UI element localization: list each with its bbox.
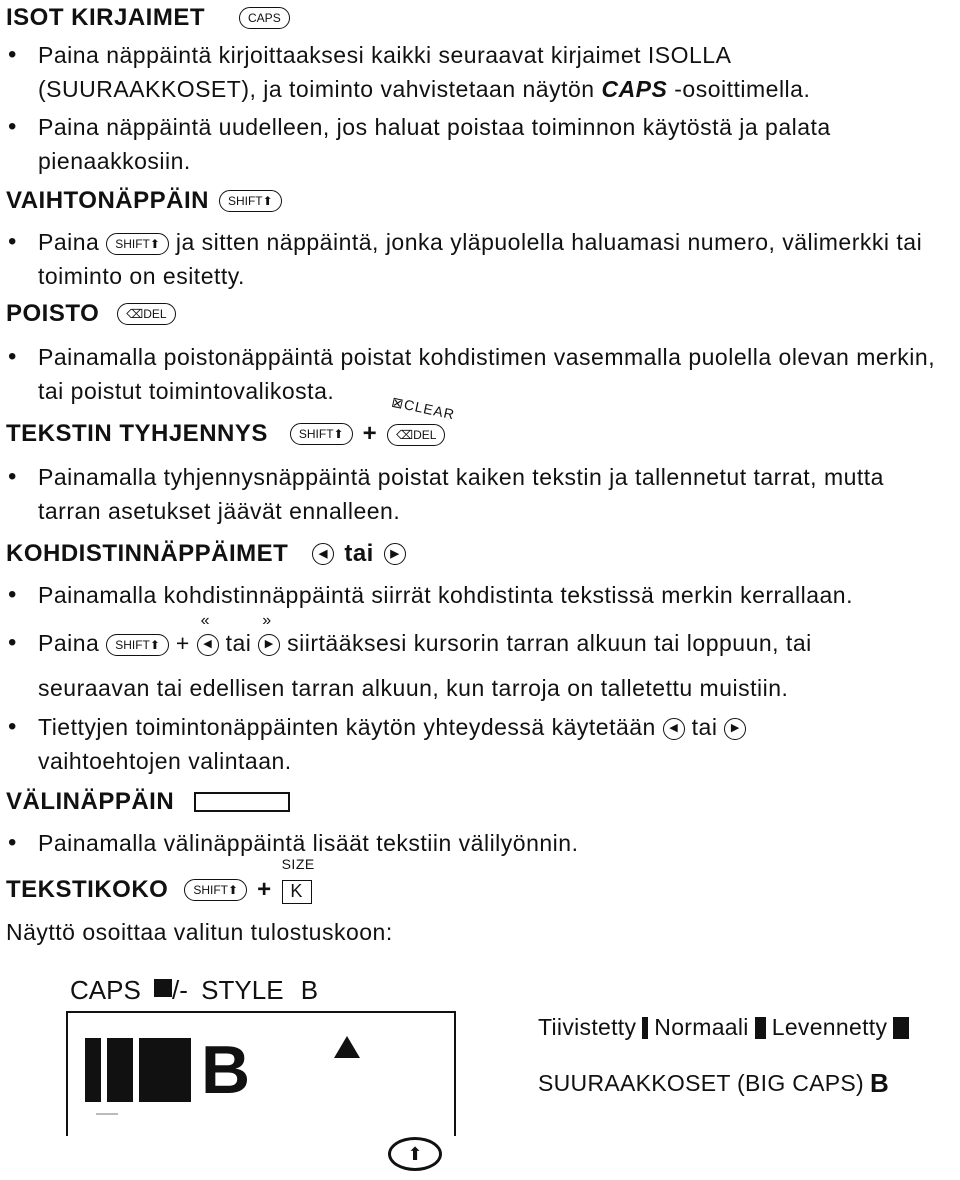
end-key-group [258, 612, 280, 660]
backspace-icon: ⌫ [396, 427, 414, 442]
shift-bullet-paina: Paina [38, 229, 100, 255]
cursor-b3-text-2: vaihtoehtojen valintaan. [38, 748, 292, 774]
shift-arrow-icon: ⬆ [333, 427, 344, 441]
shift-indicator-icon: ⬆ [388, 1137, 442, 1171]
lcd-size-indicators [85, 1032, 251, 1108]
cursor-b2-tai: tai [225, 630, 252, 656]
plus-sign: + [257, 876, 272, 903]
legend-expanded-mark [893, 1017, 909, 1039]
left-arrow-icon: ◀ [663, 718, 685, 740]
k-key: K [282, 880, 312, 904]
shift-key-inline [106, 233, 169, 255]
shift-heading [6, 187, 282, 215]
shift-arrow-icon: ⬆ [149, 236, 160, 251]
legend-condensed-mark [642, 1017, 648, 1039]
lcd-wide-bar [139, 1038, 191, 1102]
shift-key-label: SHIFT [298, 427, 334, 441]
shift-bullet-rest: ja sitten näppäintä, jonka yläpuolella haluamasi numero, välimerkki tai toiminto on esitetty. [38, 229, 923, 289]
caps-title: ISOT KIRJAIMET [6, 4, 206, 31]
clear-label-text: CLEAR [402, 396, 457, 423]
shift-key [184, 879, 247, 901]
caps-bullet-1 [38, 38, 953, 106]
space-title: VÄLINÄPPÄIN [6, 788, 175, 815]
double-right-icon: » [262, 612, 272, 629]
shift-bullet-1 [38, 225, 953, 293]
delete-key-label: DEL [413, 427, 437, 442]
lcd-big-caps-b: B [201, 1032, 251, 1108]
caps-key: CAPS [239, 7, 290, 29]
delete-heading [6, 300, 176, 328]
clear-title: TEKSTIN TYHJENNYS [6, 420, 268, 447]
size-heading [6, 856, 315, 904]
right-arrow-icon: ▶ [384, 543, 406, 565]
shift-key-inline-label: SHIFT [115, 637, 150, 652]
cursor-tai: tai [344, 540, 374, 567]
delete-bullet-1: • Painamalla poistonäppäintä poistat kohdistimen vasemmalla puolella olevan merkin, tai poistut toimintovalikosta. [38, 340, 953, 408]
lcd-style-value: B [300, 975, 319, 1005]
shift-key-label: SHIFT [193, 883, 229, 897]
delete-title: POISTO [6, 300, 100, 327]
shift-key [219, 190, 282, 212]
lcd-up-triangle-icon [334, 1036, 360, 1058]
cursor-b2-plus: + [175, 630, 190, 656]
cursor-bullet-1: • Painamalla kohdistinnäppäintä siirrät kohdistinta tekstissä merkin kerrallaan. [38, 578, 953, 612]
shift-key [290, 423, 353, 445]
size-intro: Näyttö osoittaa valitun tulostuskoon: [6, 919, 393, 945]
lcd-caps-indicator: CAPS [70, 975, 141, 1005]
cursor-bullet-2 [38, 612, 953, 660]
delete-key [387, 424, 445, 446]
legend-normal-mark [755, 1017, 766, 1039]
lcd-style-label: STYLE [201, 975, 284, 1005]
size-title: TEKSTIKOKO [6, 876, 169, 903]
caps-bullet-1-text: Paina näppäintä kirjoittaaksesi kaikki seuraavat kirjaimet ISOLLA (SUURAAKKOSET), ja toiminto vahvistetaan näytön [38, 42, 731, 102]
cursor-b3-text: Tiettyjen toimintonäppäinten käytön yhteydessä käytetään [38, 714, 656, 740]
shift-key-inline [106, 634, 169, 656]
lcd-indicator-row [70, 975, 318, 1006]
space-key [194, 792, 290, 812]
caps-heading [6, 4, 290, 32]
delete-key [117, 303, 175, 325]
legend-condensed: Tiivistetty [538, 1014, 637, 1040]
size-legend-line-1 [538, 1014, 909, 1041]
clear-box-icon: ⊠ [390, 393, 407, 412]
clear-heading [6, 393, 457, 448]
right-arrow-icon: ▶ [724, 718, 746, 740]
clear-bullet-1: • Painamalla tyhjennysnäppäintä poistat kaiken tekstin ja tallennetut tarrat, mutta tarran asetukset jäävät ennalleen. [38, 460, 953, 528]
shift-arrow-icon: ⬆ [228, 883, 239, 897]
clear-key-group [387, 393, 457, 448]
caps-bullet-2: • Paina näppäintä uudelleen, jos haluat poistaa toiminnon käytöstä ja palata pienaakkosiin. [38, 110, 953, 178]
cursor-bullet-2-line2: seuraavan tai edellisen tarran alkuun, kun tarroja on talletettu muistiin. [38, 675, 789, 701]
cursor-title: KOHDISTINNÄPPÄIMET [6, 540, 289, 567]
legend-expanded: Levennetty [771, 1014, 888, 1040]
right-arrow-icon: ▶ [258, 634, 280, 656]
backspace-icon: ⌫ [126, 307, 144, 321]
size-key-group [281, 856, 315, 904]
shift-key-label: SHIFT [227, 194, 263, 208]
size-label: SIZE [281, 856, 315, 872]
shift-title: VAIHTONÄPPÄIN [6, 187, 209, 214]
home-key-group [197, 612, 219, 660]
lcd-narrow-bar [85, 1038, 101, 1102]
double-left-icon: « [200, 612, 211, 629]
plus-sign: + [362, 420, 378, 447]
caps-indicator-text: CAPS [601, 76, 668, 102]
space-heading [6, 788, 290, 816]
cursor-b2-paina: Paina [38, 630, 100, 656]
legend-big-caps-b: B [870, 1068, 890, 1098]
left-arrow-icon: ◀ [312, 543, 334, 565]
legend-normal: Normaali [654, 1014, 749, 1040]
cursor-bullet-3 [38, 710, 953, 778]
lcd-normal-bar [107, 1038, 133, 1102]
shift-key-inline-label: SHIFT [115, 236, 150, 251]
left-arrow-icon: ◀ [197, 634, 219, 656]
size-legend-line-2 [538, 1068, 889, 1099]
cursor-b3-tai: tai [691, 714, 718, 740]
delete-key-label: DEL [143, 307, 167, 321]
shift-arrow-icon: ⬆ [262, 194, 273, 208]
shift-arrow-icon: ⬆ [149, 637, 160, 652]
caps-bullet-1-end: -osoittimella. [667, 76, 811, 102]
cursor-b2-rest: siirtääksesi kursorin tarran alkuun tai loppuun, tai [287, 630, 812, 656]
lcd-slash-dash-icon: /- [172, 975, 188, 1005]
lcd-cursor-line [96, 1113, 118, 1115]
lcd-square-icon [154, 979, 172, 997]
legend-big-caps: SUURAAKKOSET (BIG CAPS) [538, 1070, 864, 1096]
space-bullet-1: • Painamalla välinäppäintä lisäät tekstiin välilyönnin. [38, 826, 953, 860]
cursor-heading [6, 540, 406, 568]
